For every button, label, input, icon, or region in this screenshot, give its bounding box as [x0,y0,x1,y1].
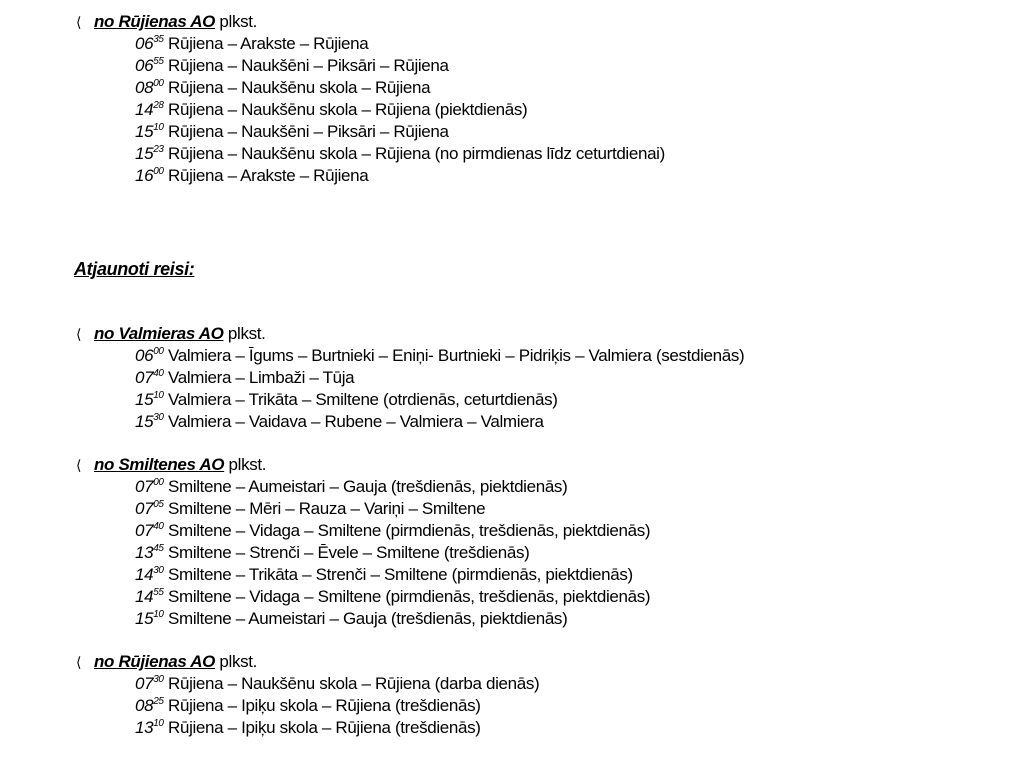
hour: 15 [135,412,154,431]
minutes: 00 [153,477,164,488]
hour: 07 [135,674,154,693]
departure-time [135,56,164,75]
departure-header [76,323,744,345]
minutes: 00 [153,346,164,357]
departure-time [135,166,164,185]
hour: 07 [135,499,154,518]
departure-time [135,78,164,97]
route-line [76,345,744,367]
minutes: 05 [153,499,164,510]
departure-time [135,609,164,628]
departure-time [135,521,164,540]
station-name: no Valmieras AO [94,324,224,343]
route-line [76,586,650,608]
departure-time [135,696,164,715]
minutes: 10 [153,718,164,729]
route-text: Rūjiena – Naukšēnu skola – Rūjiena (piektdienās) [168,100,528,119]
hour: 15 [135,144,154,163]
hour: 07 [135,521,154,540]
arrow-bullet-icon: ⟨ [76,326,82,342]
time-label: plkst. [219,12,257,31]
route-text: Smiltene – Vidaga – Smiltene (pirmdienās, trešdienās, piektdienās) [168,521,651,540]
departure-time [135,144,164,163]
minutes: 10 [153,122,164,133]
departure-time [135,346,164,365]
route-text: Smiltene – Mēri – Rauza – Variņi – Smiltene [168,499,486,518]
route-line [76,165,665,187]
minutes: 30 [153,565,164,576]
route-line [76,99,665,121]
route-line [76,542,650,564]
route-line [76,564,650,586]
route-line [76,55,665,77]
hour: 06 [135,34,154,53]
route-line [76,121,665,143]
route-line [76,367,744,389]
minutes: 10 [153,609,164,620]
route-text: Smiltene – Strenči – Ēvele – Smiltene (trešdienās) [168,543,530,562]
route-line [76,608,650,630]
minutes: 28 [153,100,164,111]
schedule-section [76,11,665,187]
route-text: Rūjiena – Naukšēnu skola – Rūjiena (no pirmdienas līdz ceturtdienai) [168,144,665,163]
minutes: 45 [153,543,164,554]
route-text: Valmiera – Vaidava – Rubene – Valmiera – Valmiera [168,412,544,431]
route-text: Rūjiena – Naukšēni – Piksāri – Rūjiena [168,56,449,75]
minutes: 40 [153,521,164,532]
departure-time [135,122,164,141]
route-line [76,77,665,99]
route-text: Valmiera – Īgums – Burtnieki – Eniņi- Burtnieki – Pidriķis – Valmiera (sestdienās) [168,346,745,365]
hour: 13 [135,718,154,737]
departure-time [135,674,164,693]
route-text: Rūjiena – Arakste – Rūjiena [168,166,369,185]
minutes: 35 [153,34,164,45]
route-line [76,33,665,55]
hour: 06 [135,346,154,365]
minutes: 00 [153,166,164,177]
schedule-section [76,323,744,433]
time-label: plkst. [227,324,266,343]
route-text: Smiltene – Aumeistari – Gauja (trešdienās, piektdienās) [168,609,568,628]
route-text: Rūjiena – Ipiķu skola – Rūjiena (trešdienās) [168,718,481,737]
route-text: Smiltene – Aumeistari – Gauja (trešdienās, piektdienās) [168,477,568,496]
departure-header [76,454,650,476]
time-label: plkst. [219,652,257,671]
hour: 07 [135,368,154,387]
station-name: no Smiltenes AO [94,455,225,474]
departure-header [76,651,539,673]
route-line [76,520,650,542]
departure-time [135,34,164,53]
arrow-bullet-icon: ⟨ [76,14,82,30]
route-line [76,143,665,165]
route-line [76,695,539,717]
hour: 14 [135,565,154,584]
departure-time [135,100,164,119]
minutes: 00 [153,78,164,89]
schedule-section [76,651,539,739]
route-text: Rūjiena – Naukšēnu skola – Rūjiena (darba dienās) [168,674,540,693]
departure-time [135,390,164,409]
hour: 06 [135,56,154,75]
minutes: 25 [153,696,164,707]
hour: 13 [135,543,154,562]
route-text: Rūjiena – Naukšēni – Piksāri – Rūjiena [168,122,449,141]
departure-time [135,477,164,496]
route-line [76,411,744,433]
arrow-bullet-icon: ⟨ [76,457,82,473]
departure-time [135,718,164,737]
minutes: 40 [153,368,164,379]
hour: 15 [135,609,154,628]
hour: 15 [135,122,154,141]
minutes: 30 [153,412,164,423]
departure-time [135,499,164,518]
route-line [76,389,744,411]
route-line [76,476,650,498]
route-text: Valmiera – Limbaži – Tūja [168,368,355,387]
minutes: 55 [153,587,164,598]
minutes: 55 [153,56,164,67]
schedule-section [76,454,650,630]
section-heading: Atjaunoti reisi: [74,259,195,279]
departure-time [135,587,164,606]
departure-time [135,543,164,562]
route-text: Smiltene – Vidaga – Smiltene (pirmdienās, trešdienās, piektdienās) [168,587,651,606]
minutes: 30 [153,674,164,685]
route-text: Smiltene – Trikāta – Strenči – Smiltene (pirmdienās, piektdienās) [168,565,633,584]
station-name: no Rūjienas AO [94,12,216,31]
route-text: Valmiera – Trikāta – Smiltene (otrdienās, ceturtdienās) [168,390,558,409]
hour: 16 [135,166,154,185]
hour: 14 [135,100,154,119]
hour: 07 [135,477,154,496]
station-name: no Rūjienas AO [94,652,216,671]
departure-time [135,565,164,584]
route-text: Rūjiena – Naukšēnu skola – Rūjiena [168,78,431,97]
route-text: Rūjiena – Ipiķu skola – Rūjiena (trešdienās) [168,696,481,715]
time-label: plkst. [228,455,267,474]
hour: 15 [135,390,154,409]
route-line [76,717,539,739]
hour: 08 [135,78,154,97]
hour: 08 [135,696,154,715]
departure-time [135,412,164,431]
minutes: 10 [153,390,164,401]
hour: 14 [135,587,154,606]
route-line [76,498,650,520]
departure-header [76,11,665,33]
route-text: Rūjiena – Arakste – Rūjiena [168,34,369,53]
arrow-bullet-icon: ⟨ [76,654,82,670]
minutes: 23 [153,144,164,155]
departure-time [135,368,164,387]
route-line [76,673,539,695]
